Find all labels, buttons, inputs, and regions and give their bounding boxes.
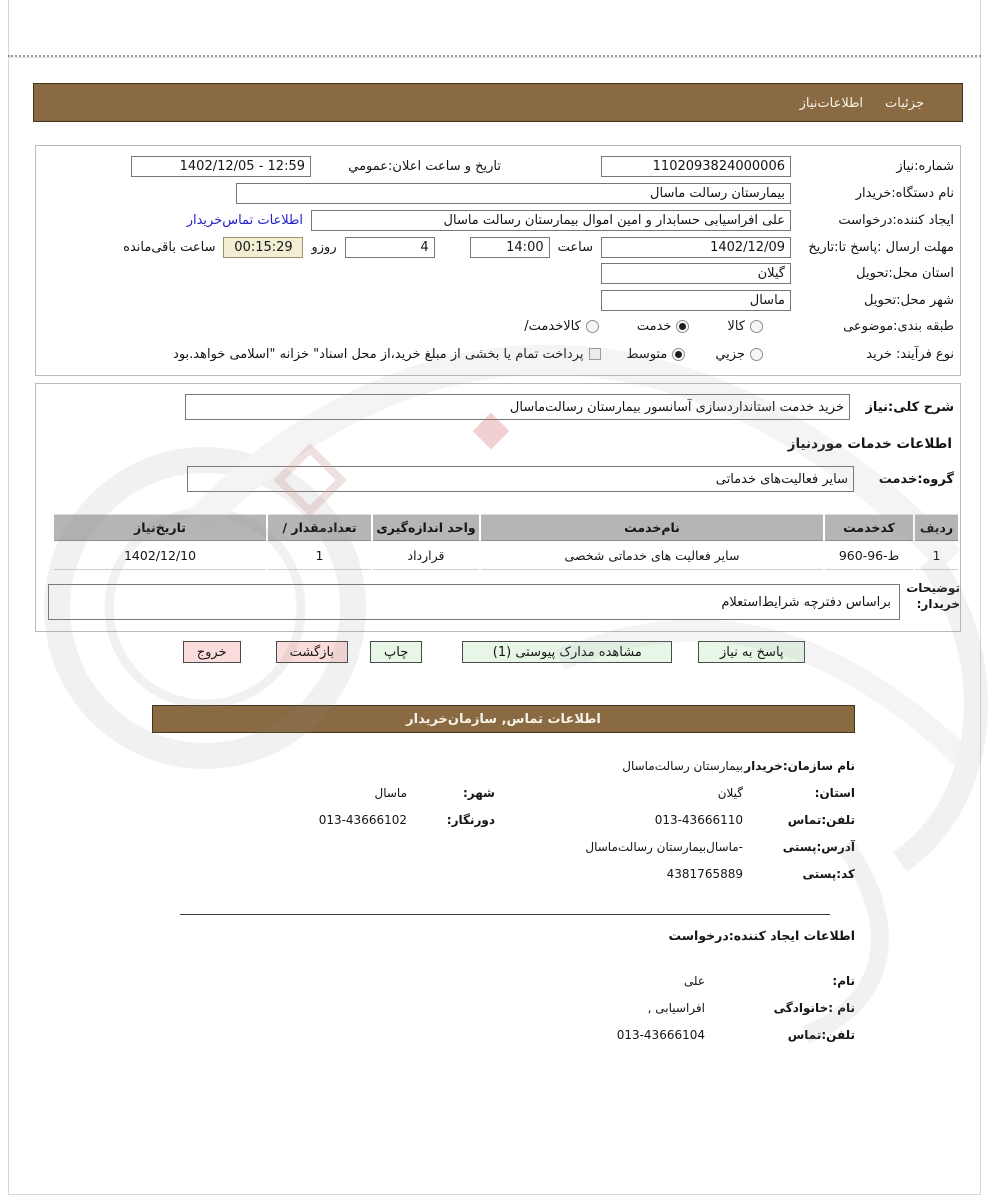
treasury-checkbox-label: پرداخت تمام یا بخشی از مبلغ خرید،از محل اسناد" خزانه "اسلامی خواهد.بود xyxy=(173,346,584,362)
cell-quantity: 1 xyxy=(268,541,371,570)
city-label: شهر محل:تحویل xyxy=(864,292,954,308)
creator-first-name-value: علی xyxy=(683,973,705,988)
classification-label: طبقه بندی:موضوعی xyxy=(843,318,954,334)
buyer-org-row xyxy=(42,182,954,204)
header-bar xyxy=(33,83,963,122)
creator-last-name-row xyxy=(155,994,855,1021)
need-number-label: شماره:نیاز xyxy=(896,158,954,174)
creator-phone-label: تلفن:تماس xyxy=(787,1027,855,1042)
buyer-contact-info xyxy=(155,752,855,887)
radio-medium-label: متوسط xyxy=(626,346,668,362)
announce-value: 1402/12/05 - 12:59 xyxy=(179,158,305,174)
services-table xyxy=(54,514,958,570)
contact-phone-label: تلفن:تماس xyxy=(787,812,855,827)
need-services-panel xyxy=(35,383,961,632)
creator-last-name-value: افراسیابی , xyxy=(647,1000,705,1015)
treasury-payment-option xyxy=(173,347,601,362)
deadline-label: مهلت ارسال :پاسخ تا:تاریخ xyxy=(808,239,954,255)
buyer-contact-band-title: اطلاعات تماس, سازمان‌خریدار xyxy=(406,711,601,727)
col-unit: واحد اندازه‌گیری xyxy=(373,514,479,541)
radio-minor[interactable] xyxy=(750,348,763,361)
creator-phone-value: 013-43666104 xyxy=(616,1027,705,1042)
need-desc-field[interactable]: خرید خدمت استانداردسازی آسانسور بیمارستان رسالت‌ماسال xyxy=(185,394,850,420)
respond-to-need-button[interactable]: پاسخ به نیاز xyxy=(698,641,805,663)
services-table-header xyxy=(54,514,958,541)
back-button[interactable]: بازگشت xyxy=(276,641,348,663)
contact-city-label: شهر: xyxy=(463,785,495,800)
city-row xyxy=(42,289,954,311)
cell-service-name: سایر فعالیت های خدماتی شخصی xyxy=(481,541,823,570)
address-row xyxy=(155,833,855,860)
org-name-label: نام سازمان:خریدار xyxy=(744,758,855,773)
province-label: استان محل:تحویل xyxy=(856,265,954,281)
radio-goods[interactable] xyxy=(750,320,763,333)
header-tabs xyxy=(34,84,962,111)
tab-details[interactable]: جزئیات xyxy=(885,96,924,111)
contact-fax-value: 013-43666102 xyxy=(318,812,407,827)
buyer-contact-band xyxy=(152,705,855,733)
province-city-row xyxy=(155,779,855,806)
radio-medium[interactable] xyxy=(672,348,685,361)
radio-service-label: خدمت xyxy=(636,318,672,334)
radio-service[interactable] xyxy=(676,320,689,333)
contact-province-label: استان: xyxy=(814,785,855,800)
col-need-date: تاریخ‌نیاز xyxy=(54,514,266,541)
classification-option-goods xyxy=(727,319,763,334)
buyer-notes-field[interactable]: براساس دفترچه شرایط‌استعلام xyxy=(48,584,900,620)
radio-goods-label: کالا xyxy=(727,318,745,334)
service-group-row xyxy=(42,468,954,490)
request-creator-row xyxy=(42,209,954,231)
process-option-minor xyxy=(715,347,763,362)
contact-province-value: گیلان xyxy=(717,785,743,800)
phone-fax-row xyxy=(155,806,855,833)
creator-phone-row xyxy=(155,1021,855,1048)
col-service-name: نام‌خدمت xyxy=(481,514,823,541)
province-row xyxy=(42,262,954,284)
postal-code-label: کد:پستی xyxy=(802,866,855,881)
cell-row-number: 1 xyxy=(915,541,958,570)
need-desc-label: شرح کلی:نیاز xyxy=(865,399,954,415)
deadline-row xyxy=(42,236,954,258)
contact-fax-label: دورنگار: xyxy=(446,812,495,827)
request-creator-info xyxy=(155,928,855,1048)
creator-info-title: اطلاعات ایجاد کننده:درخواست xyxy=(668,928,855,943)
request-creator-field[interactable]: علی افراسیابی حسابدار و امین اموال بیمارستان رسالت ماسال xyxy=(311,210,791,231)
cell-unit: قرارداد xyxy=(373,541,479,570)
postal-code-row xyxy=(155,860,855,887)
announce-label: تاریخ و ساعت اعلان:عمومي xyxy=(348,158,501,174)
buyer-notes-label-line2: خریدار: xyxy=(916,597,960,612)
classification-option-goods-service xyxy=(524,319,599,334)
col-service-code: کدخدمت xyxy=(825,514,913,541)
deadline-hour-label: ساعت xyxy=(557,239,593,255)
org-name-value: بیمارستان رسالت‌ماسال xyxy=(622,758,743,773)
postal-code-value: 4381765889 xyxy=(666,866,743,881)
buyer-org-label: نام دستگاه:خریدار xyxy=(855,185,954,201)
need-desc-row xyxy=(42,396,954,418)
process-type-label: نوع فرآیند: خرید xyxy=(866,346,954,362)
need-number-field[interactable]: 1102093824000006 xyxy=(601,156,791,177)
province-field[interactable]: گیلان xyxy=(601,263,791,284)
deadline-days-label: روزو xyxy=(311,239,337,255)
contact-address-value: -ماسال‌بیمارستان رسالت‌ماسال xyxy=(585,839,743,854)
col-row-number: ردیف xyxy=(915,514,958,541)
need-number-row xyxy=(42,155,954,177)
classification-option-service xyxy=(637,319,690,334)
buyer-notes-label-line1: توضیحات xyxy=(906,581,960,595)
radio-goods-service[interactable] xyxy=(586,320,599,333)
request-creator-label: ایجاد کننده:درخواست xyxy=(838,212,954,228)
classification-row xyxy=(42,315,954,337)
cell-service-code: ط-96-960 xyxy=(825,541,913,570)
org-name-row xyxy=(155,752,855,779)
contact-address-label: آدرس:پستی xyxy=(782,839,855,854)
city-field[interactable]: ماسال xyxy=(601,290,791,311)
action-buttons xyxy=(0,641,988,663)
deadline-days-field[interactable]: 4 xyxy=(345,237,435,258)
remaining-time-label: ساعت باقی‌مانده xyxy=(123,239,216,255)
cell-need-date: 1402/12/10 xyxy=(54,541,266,570)
radio-goods-service-label: کالاخدمت/ xyxy=(524,318,581,334)
creator-first-name-row xyxy=(155,967,855,994)
process-type-row xyxy=(42,343,954,365)
deadline-date-field[interactable]: 1402/12/09 xyxy=(601,237,791,258)
buyer-org-field[interactable]: بیمارستان رسالت ماسال xyxy=(236,183,791,204)
tab-need-info[interactable]: اطلاعات‌نیاز xyxy=(799,96,864,111)
creator-first-name-label: نام: xyxy=(832,973,855,988)
announce-field[interactable] xyxy=(131,156,311,177)
buyer-contact-link[interactable]: اطلاعات تماس‌خریدار xyxy=(186,212,303,228)
contact-phone-value: 013-43666110 xyxy=(654,812,743,827)
section-divider xyxy=(180,914,830,915)
top-dotted-divider xyxy=(8,55,981,58)
buyer-notes-label xyxy=(902,580,960,612)
print-button[interactable]: چاپ xyxy=(370,641,422,663)
treasury-checkbox[interactable] xyxy=(589,348,601,360)
process-option-medium xyxy=(626,347,685,362)
radio-minor-label: جزیي xyxy=(715,346,745,362)
view-attachments-button[interactable]: مشاهده مدارک پیوستی (1) xyxy=(462,641,672,663)
col-quantity: تعدادمقدار / xyxy=(268,514,371,541)
need-meta-panel xyxy=(35,145,961,376)
service-group-field[interactable]: سایر فعالیت‌های خدماتی xyxy=(187,466,854,492)
creator-last-name-label: نام :خانوادگی xyxy=(773,1000,855,1015)
table-row xyxy=(54,541,958,570)
service-group-label: گروه:خدمت xyxy=(878,471,954,487)
deadline-hour-field[interactable]: 14:00 xyxy=(470,237,550,258)
remaining-time-countdown: 00:15:29 xyxy=(223,237,303,258)
contact-city-value: ماسال xyxy=(374,785,407,800)
exit-button[interactable]: خروج xyxy=(183,641,241,663)
services-section-header: اطلاعات خدمات موردنیاز xyxy=(787,436,952,452)
